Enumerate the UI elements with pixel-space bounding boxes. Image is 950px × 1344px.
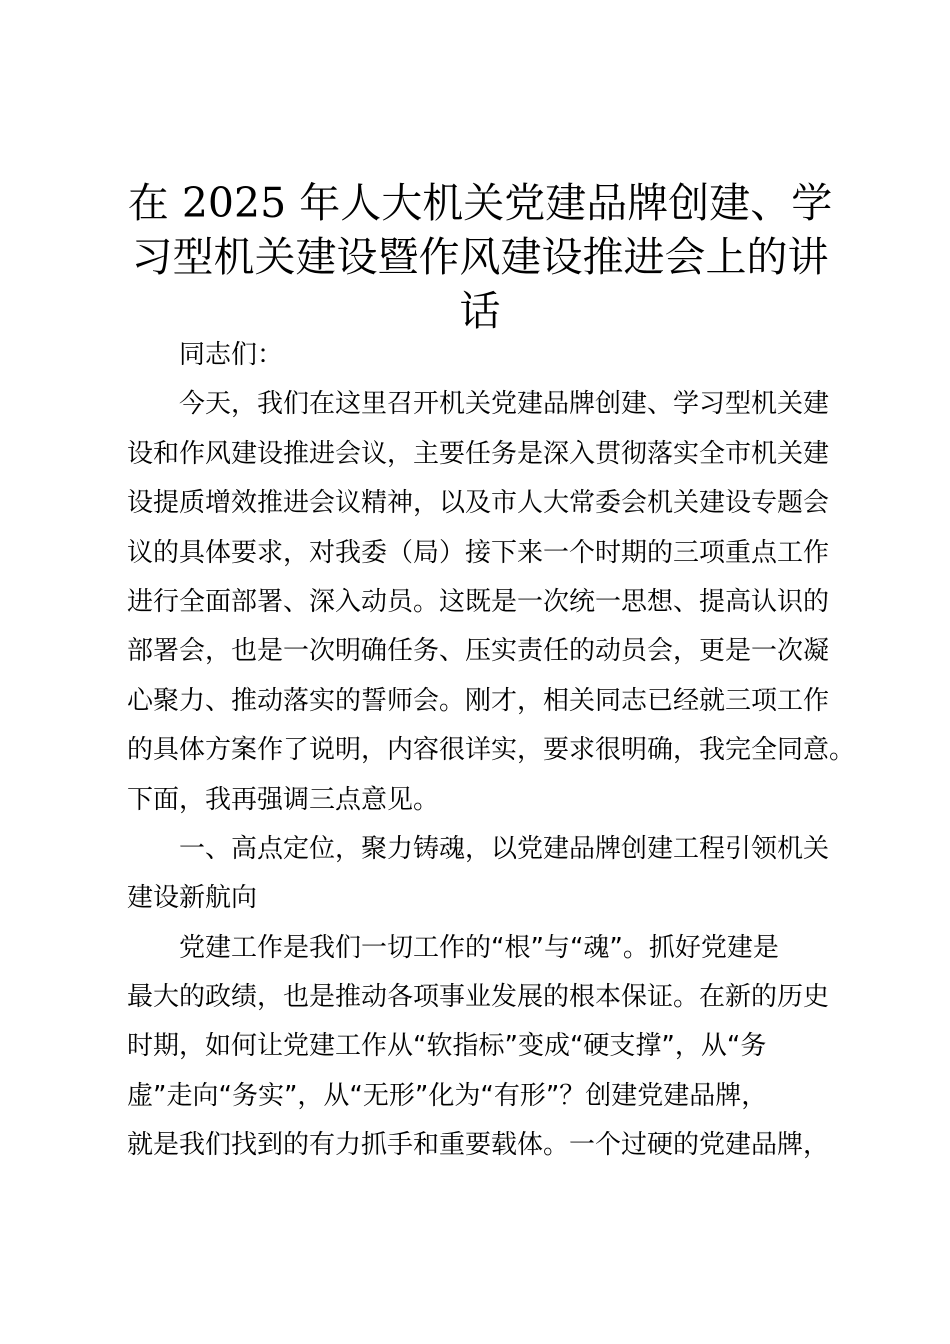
text-line: 同志们： [179,340,284,370]
text-line: 一、高点定位，聚力铸魂，以党建品牌创建工程引领机关 [179,833,830,864]
text-line: 最大的政绩，也是推动各项事业发展的根本保证。在新的历史 [127,982,830,1013]
section-heading [127,825,855,924]
text-line: 设和作风建设推进会议，主要任务是深入贯彻落实全市机关建 [127,438,830,469]
salutation [127,331,855,380]
text-line: 就是我们找到的有力抓手和重要载体。一个过硬的党建品牌， [127,1130,830,1161]
text-line: 的具体方案作了说明，内容很详实，要求很明确，我完全同意。 [127,735,856,766]
text-line: 心聚力、推动落实的誓师会。刚才，相关同志已经就三项工作 [127,685,830,716]
text-line: 议的具体要求，对我委（局）接下来一个时期的三项重点工作 [127,537,830,568]
intro-paragraph [127,380,855,825]
title-line: 习型机关建设暨作风建设推进会上的讲 [131,233,829,281]
title-line: 在 2025 年人大机关党建品牌创建、学 [127,179,833,227]
body-paragraph [127,924,855,1171]
text-line: 进行全面部署、深入动员。这既是一次统一思想、提高认识的 [127,586,830,617]
text-line: 党建工作是我们一切工作的“根”与“魂”。抓好党建是 [179,932,779,963]
text-line: 时期，如何让党建工作从“软指标”变成“硬支撑”，从“务 [127,1031,767,1062]
text-line: 建设新航向 [127,883,258,914]
text-line: 今天，我们在这里召开机关党建品牌创建、学习型机关建 [179,389,830,420]
text-line: 部署会，也是一次明确任务、压实责任的动员会，更是一次凝 [127,636,830,667]
text-line: 虚”走向“务实”，从“无形”化为“有形”？创建党建品牌， [127,1080,768,1111]
text-line: 下面，我再强调三点意见。 [127,784,440,815]
document-body [127,331,855,1171]
text-line: 设提质增效推进会议精神，以及市人大常委会机关建设专题会 [127,488,830,519]
document-title [110,176,850,338]
title-line: 话 [459,287,501,335]
